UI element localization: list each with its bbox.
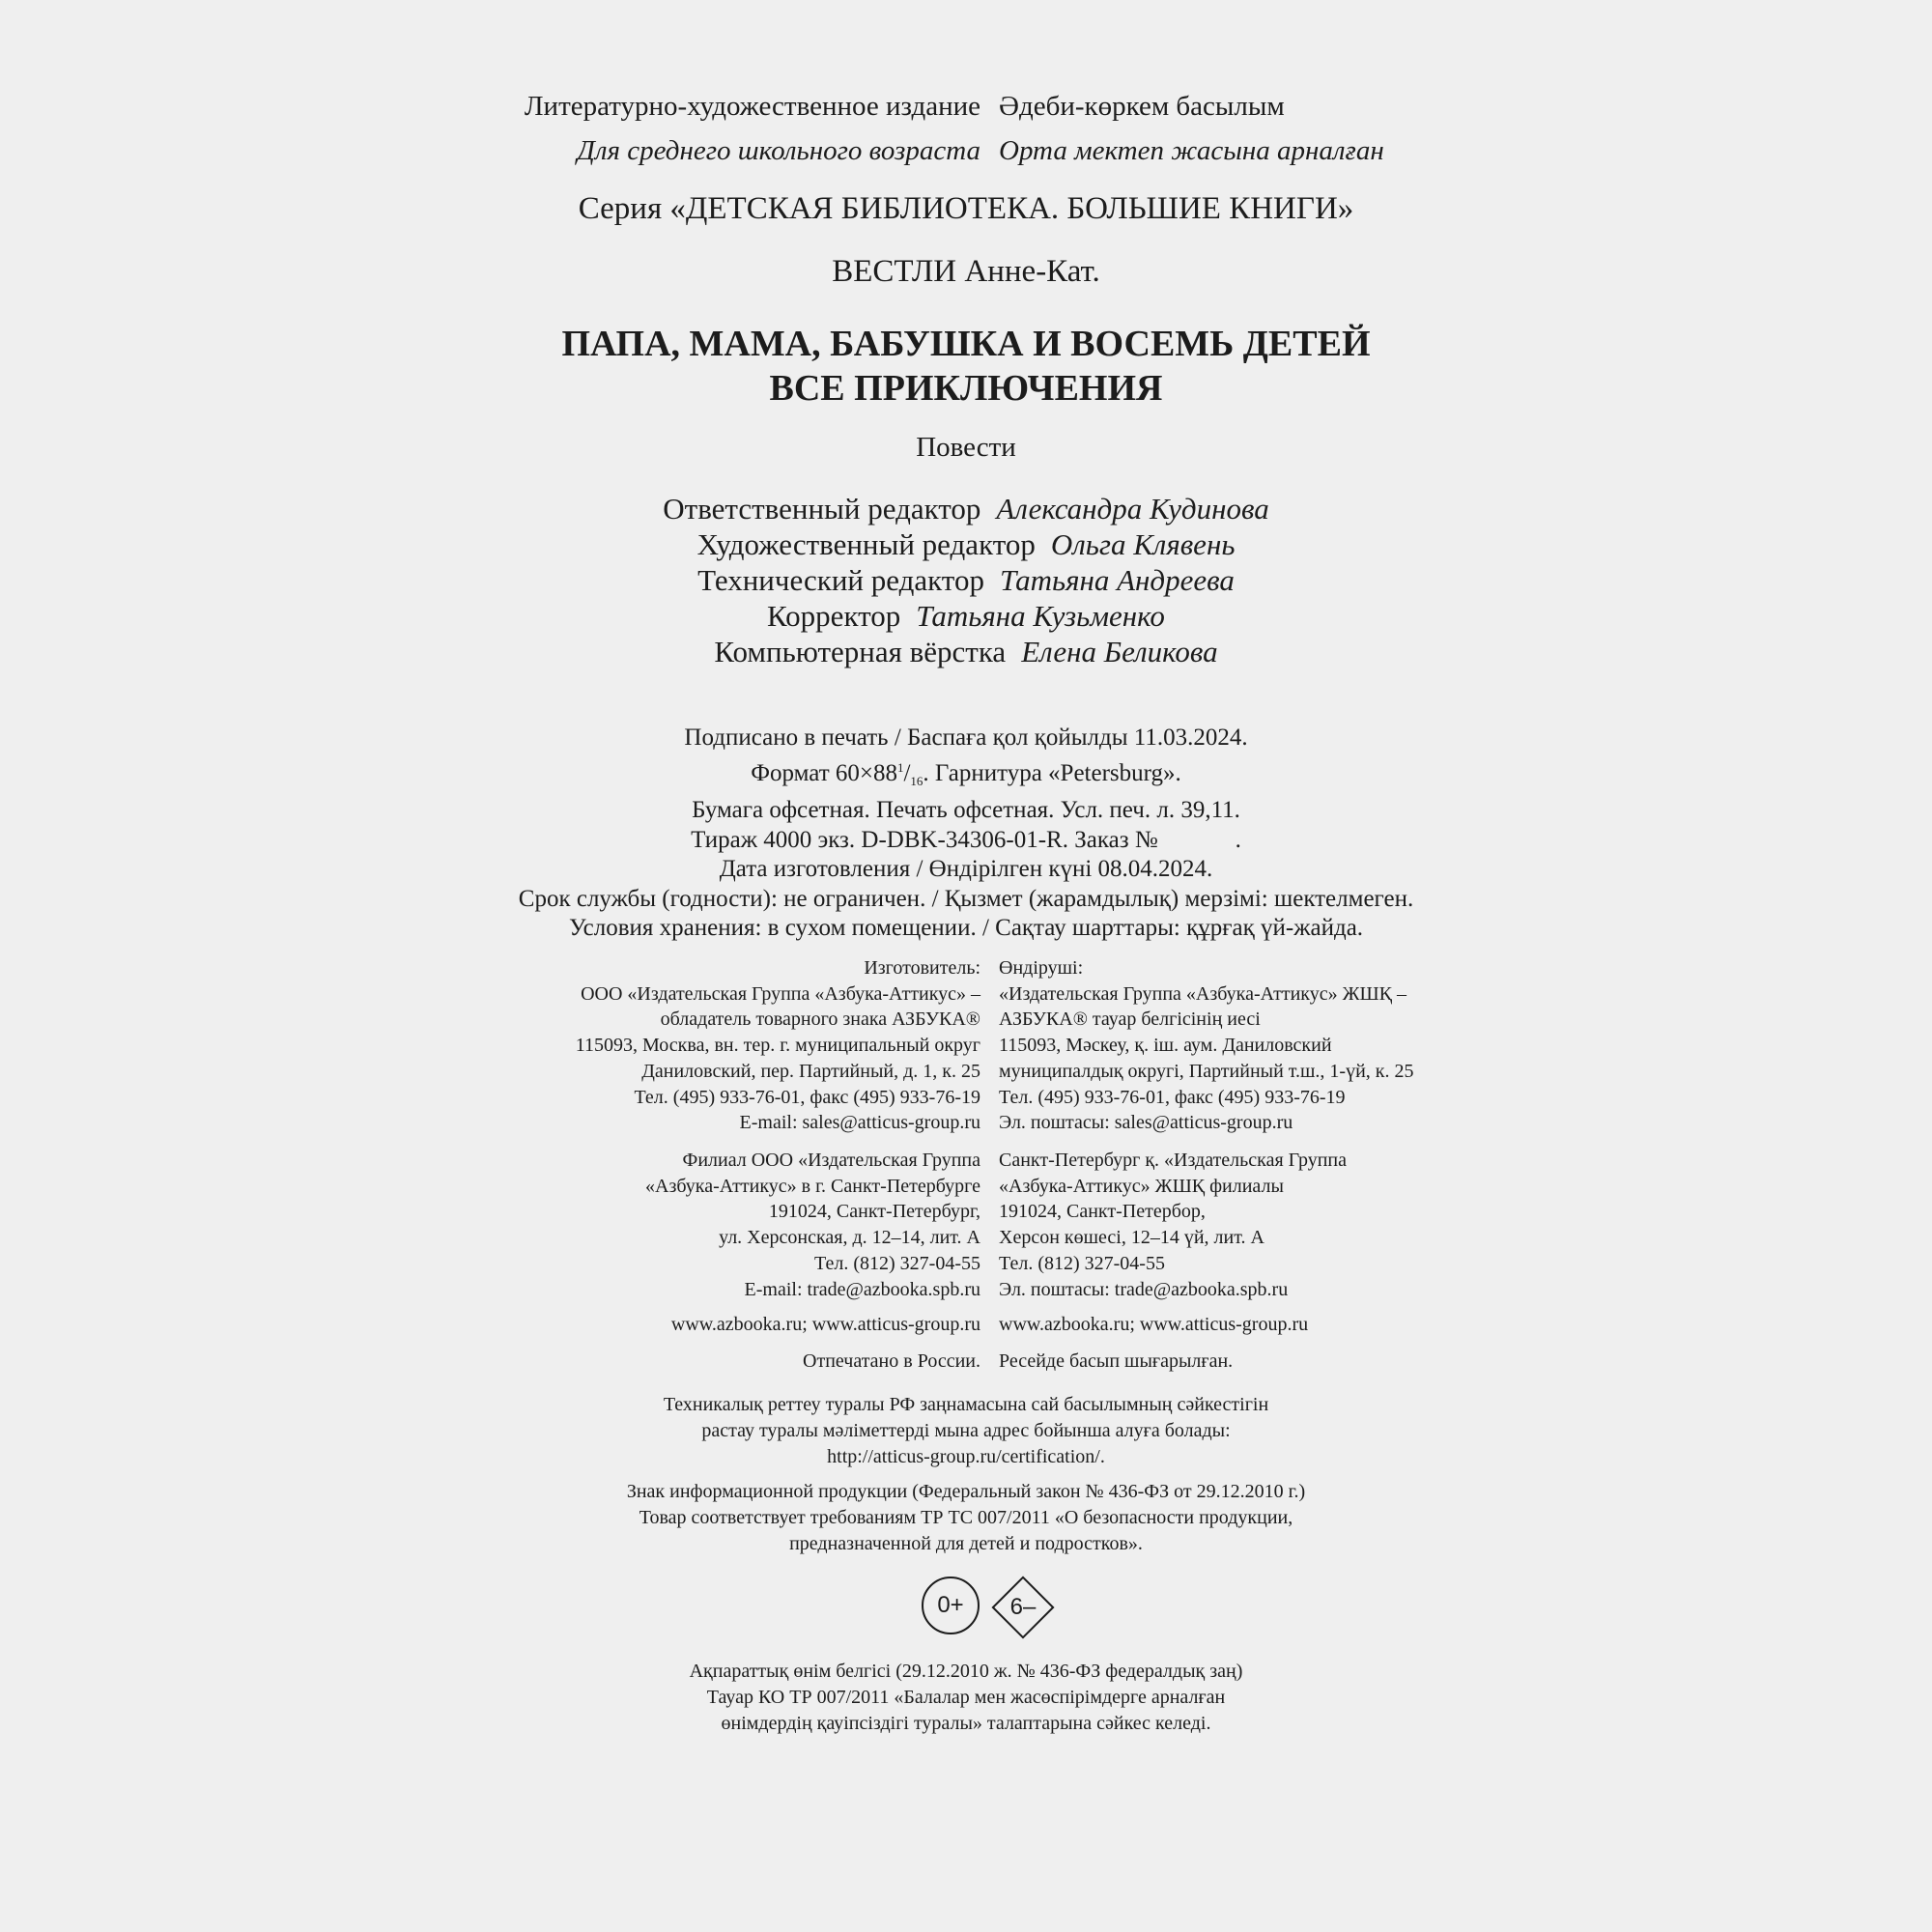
imprint-made: Дата изготовления / Өндірілген күні 08.04.2024.	[719, 856, 1213, 882]
age-0-plus-icon: 0+	[922, 1577, 980, 1634]
age-marks	[922, 1576, 1059, 1639]
printed-ru: Отпечатано в России.	[803, 1350, 980, 1372]
imprint-paper: Бумага офсетная. Печать офсетная. Усл. печ. л. 39,11.	[692, 797, 1240, 823]
websites-kz: www.azbooka.ru; www.atticus-group.ru	[999, 1314, 1309, 1335]
staff-person: Татьяна Андреева	[999, 563, 1235, 597]
staff-role: Технический редактор	[697, 563, 984, 597]
staff-person: Ольга Клявень	[1050, 527, 1236, 561]
author-name: ВЕСТЛИ Анне-Кат.	[832, 254, 1100, 289]
branch-ru: Филиал ООО «Издательская Группа «Азбука-Аттикус» в г. Санкт-Петербурге 191024, Санкт-Петербург, ул. Херсонская, д. 12–14, лит. А Тел. (812) 327-04-55 E-mail: trade@azbooka.spb.ru	[645, 1150, 980, 1300]
printed-kz: Ресейде басып шығарылған.	[999, 1350, 1234, 1372]
book-title-line1: ПАПА, МАМА, БАБУШКА И ВОСЕМЬ ДЕТЕЙ	[561, 324, 1371, 364]
imprint-storage: Условия хранения: в сухом помещении. / Сақтау шарттары: құрғақ үй-жайда.	[568, 915, 1364, 941]
manufacturer-ru: Изготовитель: ООО «Издательская Группа «Азбука-Аттикус» – обладатель товарного знака АЗБУКА® 115093, Москва, вн. тер. г. муниципальный округ Даниловский, пер. Партийный, д. 1, к. 25 Тел. (495) 933-76-01, факс (495) 933-76-19 E-mail: sales@atticus-group.ru	[575, 957, 980, 1134]
genre: Повести	[916, 432, 1016, 463]
edition-kz: Әдеби-көркем басылым	[999, 91, 1285, 122]
branch-kz: Санкт-Петербург қ. «Издательская Группа «Азбука-Аттикус» ЖШҚ филиалы 191024, Санкт-Петербор, Херсон көшесі, 12–14 үй, лит. А Тел. (812) 327-04-55 Эл. поштасы: trade@azbooka.spb.ru	[999, 1150, 1347, 1300]
edition-ru: Литературно-художественное издание	[524, 91, 980, 122]
staff-role: Компьютерная вёрстка	[714, 635, 1007, 668]
age-ru: Для среднего школьного возраста	[577, 135, 980, 166]
staff-person: Елена Беликова	[1021, 635, 1218, 668]
certification-block: Техникалық реттеу туралы РФ заңнамасына сай басылымның сәйкестігін растау туралы мәліметтерді мына адрес бойынша алуға болады: http://atticus-group.ru/certification/.	[663, 1394, 1269, 1467]
staff-row	[0, 526, 1932, 562]
imprint-block	[0, 724, 1932, 944]
imprint-format: Формат $60\times 88^1/_{16}$. Гарнитура «Petersburg».	[751, 759, 1181, 788]
book-title-line2: ВСЕ ПРИКЛЮЧЕНИЯ	[769, 368, 1163, 409]
staff-role: Художественный редактор	[696, 527, 1036, 561]
age-6-minus-icon: 6–	[991, 1576, 1055, 1639]
staff-role: Ответственный редактор	[663, 492, 981, 526]
staff-row	[0, 598, 1932, 634]
staff-list	[0, 491, 1932, 669]
series-title: Серия «ДЕТСКАЯ БИБЛИОТЕКА. БОЛЬШИЕ КНИГИ»	[578, 191, 1354, 226]
imprint-run: Тираж 4000 экз. D-DBK-34306-01-R. Заказ № .	[691, 826, 1241, 853]
imprint-signed: Подписано в печать / Баспаға қол қойылды 11.03.2024.	[684, 724, 1248, 751]
staff-role: Корректор	[767, 599, 901, 633]
manufacturer-kz: Өндіруші: «Издательская Группа «Азбука-Аттикус» ЖШҚ – АЗБУКА® тауар белгісінің иесі 115093, Мәскеу, қ. іш. аум. Даниловский муниципалдық округі, Партийный т.ш., 1-үй, к. 25 Тел. (495) 933-76-01, факс (495) 933-76-19 Эл. поштасы: sales@atticus-group.ru	[999, 957, 1414, 1134]
age-kz: Орта мектеп жасына арналған	[999, 135, 1384, 166]
staff-person: Татьяна Кузьменко	[916, 599, 1165, 633]
staff-row	[0, 562, 1932, 598]
staff-row	[0, 491, 1932, 526]
staff-person: Александра Кудинова	[996, 492, 1269, 526]
websites-ru: www.azbooka.ru; www.atticus-group.ru	[670, 1314, 980, 1335]
imprint-shelf: Срок службы (годности): не ограничен. / Қызмет (жарамдылық) мерзімі: шектелмеген.	[518, 885, 1414, 912]
info-kz-block: Ақпараттық өнім белгісі (29.12.2010 ж. № 436-ФЗ федералдық заң) Тауар КО ТР 007/2011 «Балалар мен жасөспірімдерге арналған өнімдердің қауіпсіздігі туралы» талаптарына сәйкес келеді.	[689, 1661, 1243, 1734]
staff-row	[0, 634, 1932, 669]
info-ru-block: Знак информационной продукции (Федеральный закон № 436-ФЗ от 29.12.2010 г.) Товар соответствует требованиям ТР ТС 007/2011 «О безопасности продукции, предназначенной для детей и подростков».	[626, 1481, 1306, 1554]
